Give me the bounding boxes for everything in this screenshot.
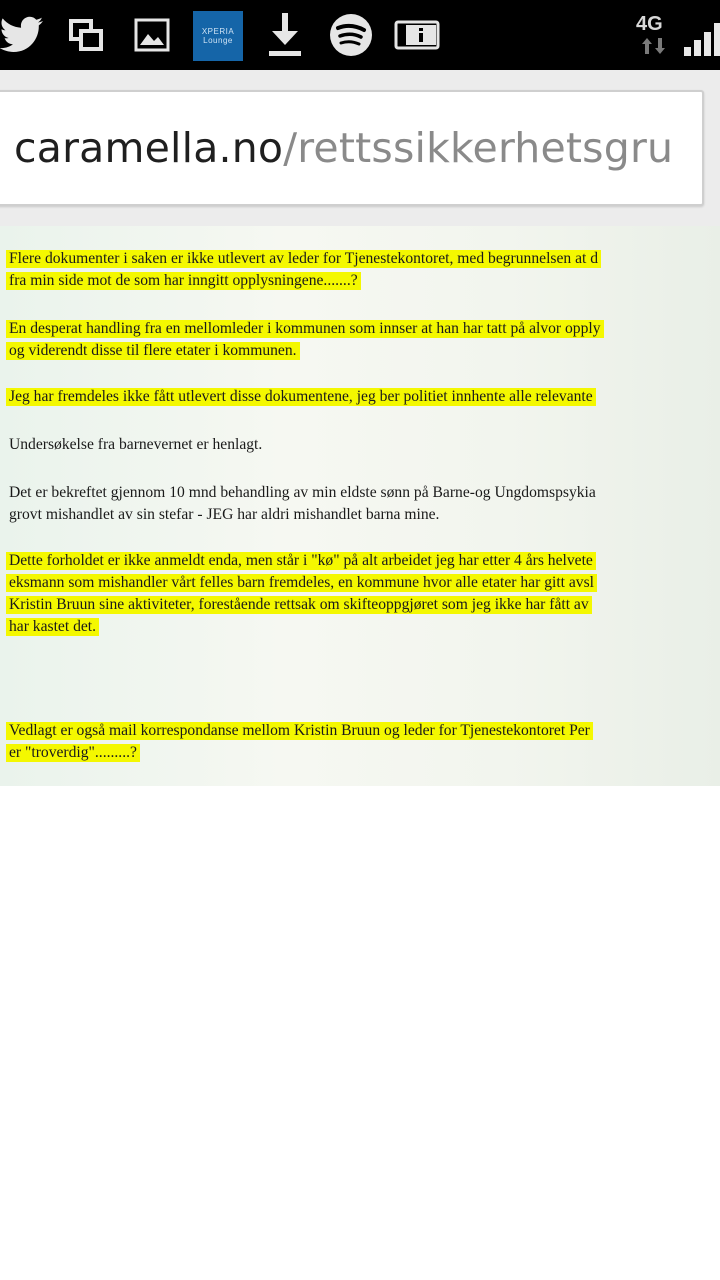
xperia-label-line2: Lounge xyxy=(203,36,233,45)
text-line: Flere dokumenter i saken er ikke utlevert av leder for Tjenestekontoret, med begrunnelsen at d xyxy=(6,250,601,268)
signal-strength-icon xyxy=(684,22,720,56)
text-line: Det er bekreftet gjennom 10 mnd behandling av min eldste sønn på Barne-og Ungdomspsykia xyxy=(9,484,596,501)
data-activity-icon xyxy=(640,37,668,55)
text-line: Kristin Bruun sine aktiviteter, forestående rettsak om skifteoppgjøret som jeg ikke har fått av xyxy=(6,596,592,614)
text-line: Dette forholdet er ikke anmeldt enda, men står i "kø" på alt arbeidet jeg har etter 4 års helvete xyxy=(6,552,596,570)
paragraph-3 xyxy=(6,386,596,408)
document-image xyxy=(0,226,720,786)
text-line: har kastet det. xyxy=(6,618,99,636)
paragraph-2 xyxy=(6,318,604,362)
browser-toolbar xyxy=(0,70,720,227)
url-field[interactable] xyxy=(0,90,704,206)
url-path: /rettssikkerhetsgru xyxy=(283,124,674,172)
paragraph-7 xyxy=(6,720,593,764)
text-line: Vedlagt er også mail korrespondanse mellom Kristin Bruun og leder for Tjenestekontoret Per xyxy=(6,722,593,740)
text-line: er "troverdig".........? xyxy=(6,744,140,762)
text-line: Jeg har fremdeles ikke fått utlevert disse dokumentene, jeg ber politiet innhente alle relevante xyxy=(6,388,596,406)
paragraph-6 xyxy=(6,550,597,638)
network-type-label: 4G xyxy=(636,13,663,35)
text-line: Undersøkelse fra barnevernet er henlagt. xyxy=(9,436,263,453)
paragraph-1 xyxy=(6,248,601,292)
xperia-lounge-icon xyxy=(193,11,243,61)
gallery-icon xyxy=(132,10,172,60)
twitter-icon xyxy=(0,10,44,60)
page-background xyxy=(0,786,720,1280)
paragraph-5 xyxy=(6,482,599,526)
text-line: grovt mishandlet av sin stefar - JEG har aldri mishandlet barna mine. xyxy=(9,506,440,523)
download-icon xyxy=(264,10,306,60)
xperia-label-line1: XPERIA xyxy=(201,27,235,36)
paragraph-4 xyxy=(6,434,265,456)
info-icon xyxy=(392,10,442,60)
url-domain: caramella.no xyxy=(14,124,284,172)
text-line: og viderendt disse til flere etater i kommunen. xyxy=(6,342,300,360)
status-bar xyxy=(0,0,720,70)
spotify-icon xyxy=(328,10,374,60)
text-line: fra min side mot de som har inngitt opplysningene.......? xyxy=(6,272,361,290)
text-line: eksmann som mishandler vårt felles barn fremdeles, en kommune hvor alle etater har gitt avsl xyxy=(6,574,597,592)
text-line: En desperat handling fra en mellomleder i kommunen som innser at han har tatt på alvor opply xyxy=(6,320,604,338)
url-text xyxy=(14,122,673,174)
multiwindow-icon xyxy=(66,10,106,60)
